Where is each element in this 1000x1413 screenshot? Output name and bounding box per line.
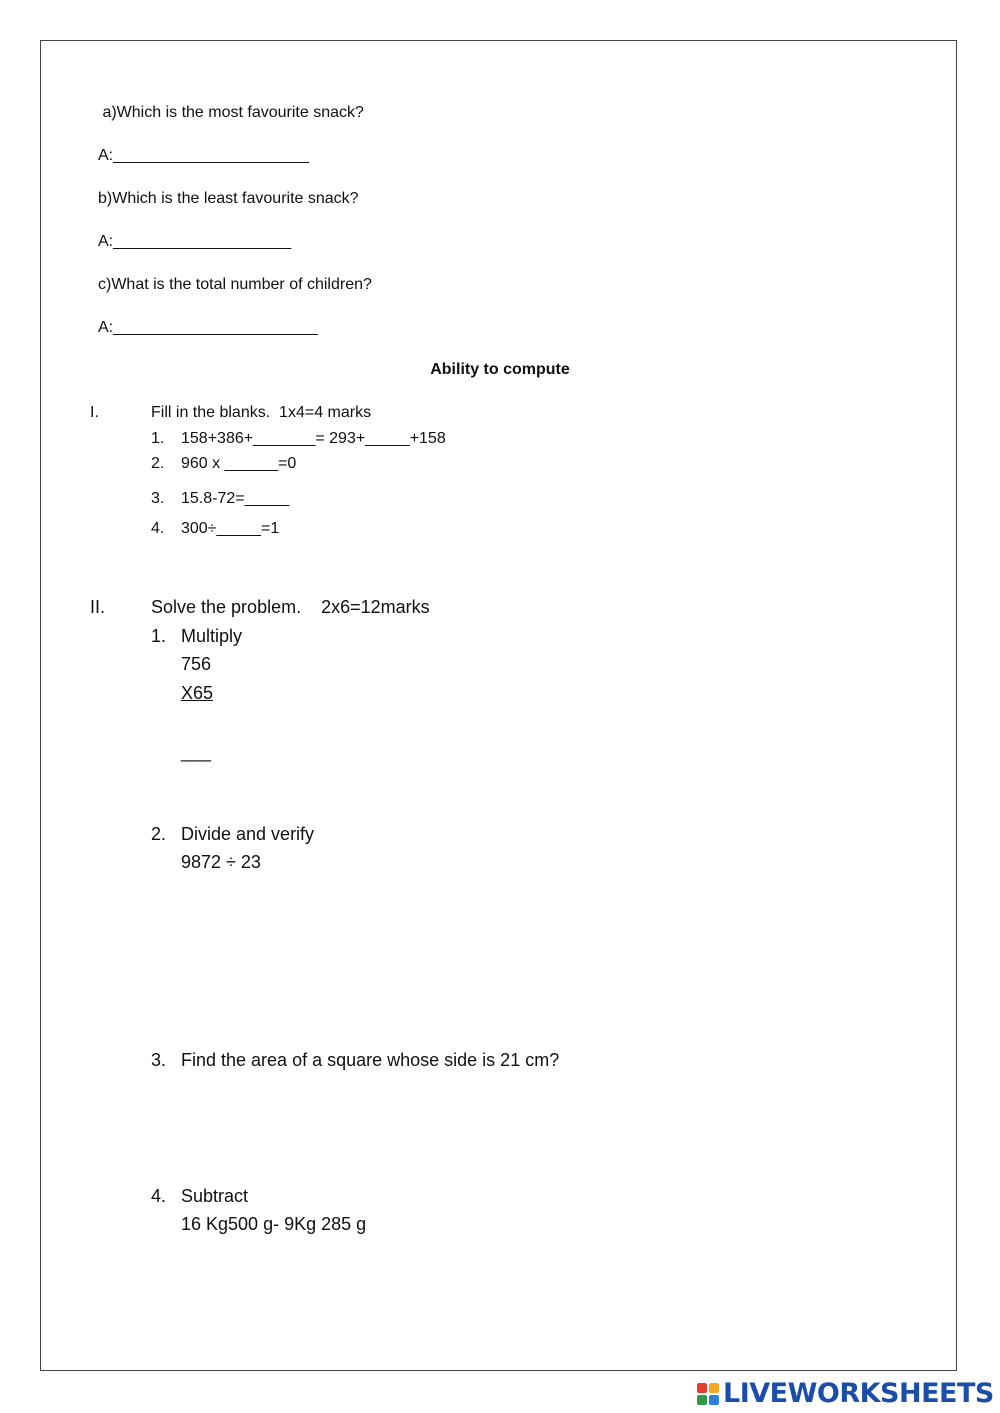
logo-square-green [697, 1395, 707, 1405]
q2-num: 2. [151, 824, 167, 844]
q3-label: Find the area of a square whose side is 21 cm? [181, 1050, 560, 1070]
q1-multiplicand: 756 [181, 654, 212, 674]
part1-item3-num: 3. [151, 490, 165, 507]
question-c: c)What is the total number of children? [98, 276, 372, 293]
part1-item1-text[interactable]: 158+386+_______= 293+_____+158 [181, 430, 446, 447]
part2-title: Solve the problem. 2x6=12marks [151, 597, 430, 617]
answer-line-b[interactable]: A:____________________ [98, 233, 292, 250]
part1-item2-text[interactable]: 960 x ______=0 [181, 455, 297, 472]
q1-label: Multiply [181, 626, 243, 646]
logo-square-orange [709, 1383, 719, 1393]
q2-expression: 9872 ÷ 23 [181, 852, 261, 872]
part1-numeral: I. [90, 404, 99, 421]
question-a: a)Which is the most favourite snack? [98, 104, 364, 121]
part1-item3-text[interactable]: 15.8-72=_____ [181, 490, 290, 507]
part1-item1-num: 1. [151, 430, 165, 447]
q4-label: Subtract [181, 1186, 249, 1206]
q4-expression: 16 Kg500 g- 9Kg 285 g [181, 1214, 367, 1234]
q1-num: 1. [151, 626, 167, 646]
part1-title: Fill in the blanks. 1x4=4 marks [151, 404, 372, 421]
q1-answer-line[interactable]: ___ [181, 742, 212, 762]
part1-item4-num: 4. [151, 520, 165, 537]
question-b: b)Which is the least favourite snack? [98, 190, 359, 207]
brand-name: LIVEWORKSHEETS [723, 1378, 994, 1409]
part1-item2-num: 2. [151, 455, 165, 472]
answer-line-c[interactable]: A:_______________________ [98, 319, 318, 336]
part2-numeral: II. [90, 597, 106, 617]
q4-num: 4. [151, 1186, 167, 1206]
liveworksheets-logo [697, 1378, 994, 1410]
logo-square-blue [709, 1395, 719, 1405]
answer-line-a[interactable]: A:______________________ [98, 147, 309, 164]
q3-num: 3. [151, 1050, 167, 1070]
section-heading: Ability to compute [430, 361, 570, 378]
logo-grid-icon [697, 1383, 719, 1405]
logo-square-red [697, 1383, 707, 1393]
part1-item4-text[interactable]: 300÷_____=1 [181, 520, 280, 537]
q2-label: Divide and verify [181, 824, 315, 844]
q1-multiplier: X65 [181, 683, 214, 703]
